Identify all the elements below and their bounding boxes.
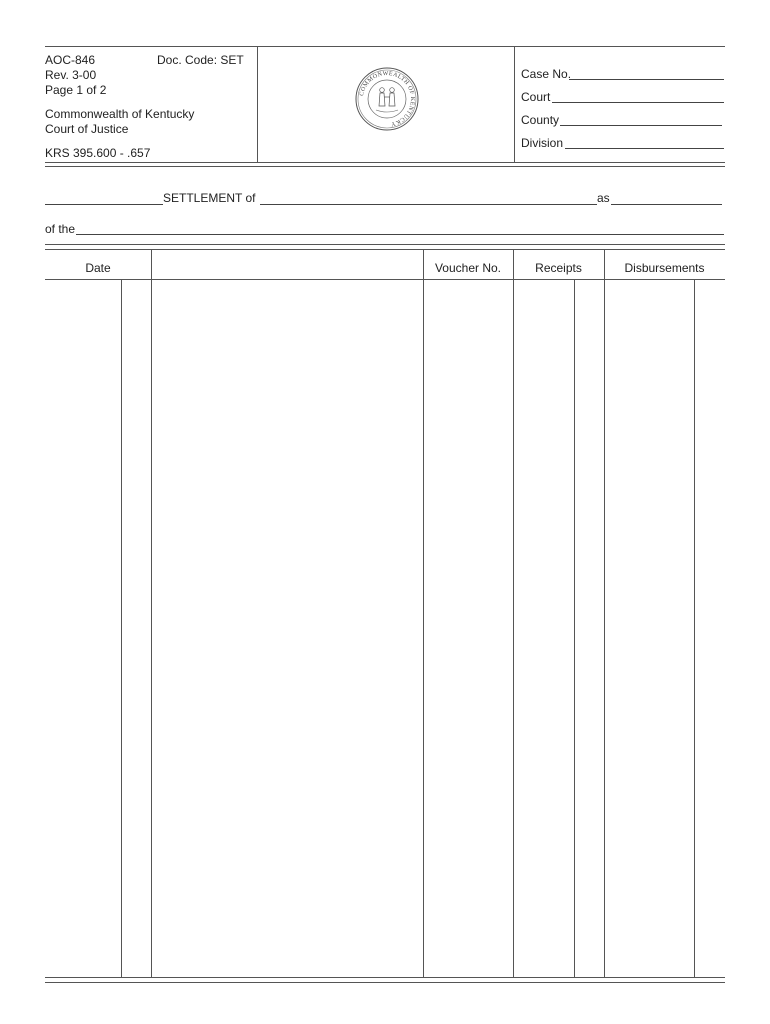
doc-code: Doc. Code: SET (157, 53, 244, 67)
table-bottom-rule-2 (45, 982, 725, 983)
court-label: Court (521, 90, 551, 104)
table-top-rule-1 (45, 244, 725, 245)
revision: Rev. 3-00 (45, 68, 97, 82)
header-bottom-rule-2 (45, 166, 725, 167)
kentucky-seal-icon (354, 66, 420, 132)
table-top-rule-2 (45, 249, 725, 250)
header-divider-right (514, 46, 515, 162)
county-field[interactable] (560, 125, 722, 126)
table-bottom-rule-1 (45, 977, 725, 978)
ledger-entry-area[interactable] (45, 280, 725, 976)
settlement-prefix-field[interactable] (45, 204, 163, 205)
column-header-date: Date (85, 261, 111, 275)
settlement-label: SETTLEMENT of (163, 191, 256, 205)
header-top-rule (45, 46, 725, 47)
county-label: County (521, 113, 560, 127)
column-header-disbursements: Disbursements (624, 261, 705, 275)
column-header-voucher: Voucher No. (434, 261, 502, 275)
case-no-field[interactable] (569, 79, 724, 80)
agency-line2: Court of Justice (45, 122, 129, 136)
of-the-label: of the (45, 222, 76, 236)
as-label: as (597, 191, 610, 205)
statute: KRS 395.600 - .657 (45, 146, 151, 160)
header-bottom-rule-1 (45, 162, 725, 163)
svg-text:COMMONWEALTH OF KENTUCKY: COMMONWEALTH OF KENTUCKY (359, 70, 416, 127)
case-no-label: Case No. (521, 67, 572, 81)
header-divider-left (257, 46, 258, 162)
settlement-of-field[interactable] (260, 204, 597, 205)
court-field[interactable] (552, 102, 724, 103)
form-id: AOC-846 (45, 53, 96, 67)
division-label: Division (521, 136, 564, 150)
as-field[interactable] (611, 204, 722, 205)
of-the-field[interactable] (76, 234, 724, 235)
agency-line1: Commonwealth of Kentucky (45, 107, 195, 121)
column-header-receipts: Receipts (535, 261, 582, 275)
page-number: Page 1 of 2 (45, 83, 107, 97)
division-field[interactable] (565, 148, 724, 149)
